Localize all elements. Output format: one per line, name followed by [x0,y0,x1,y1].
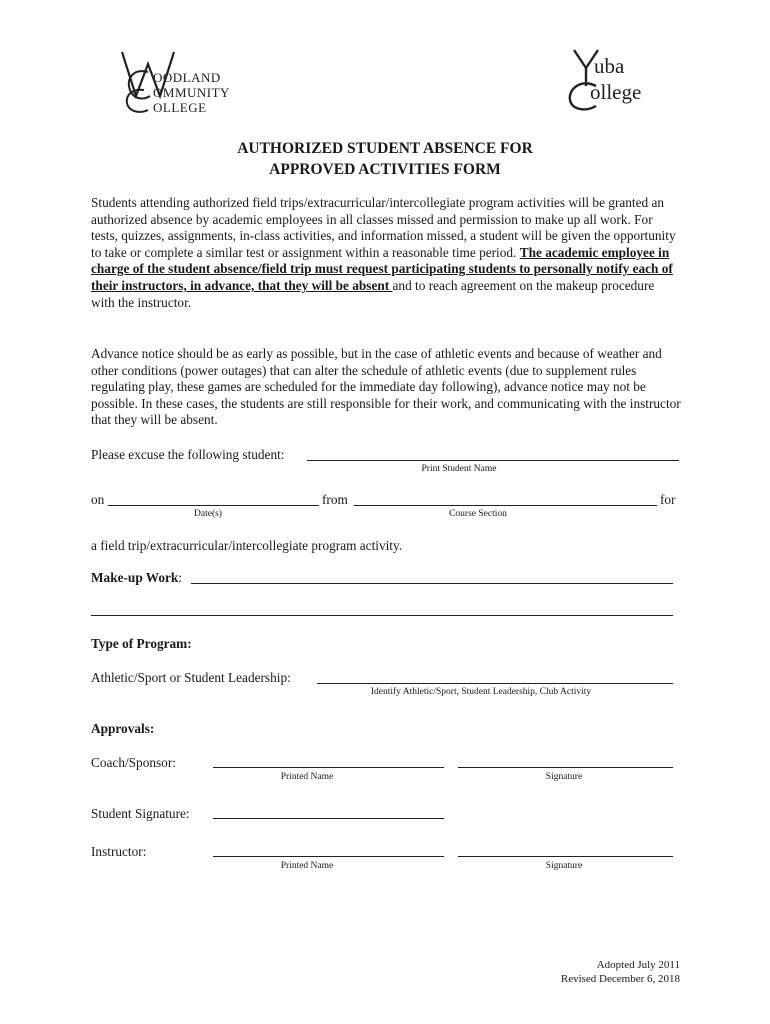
instructor-printed-name-caption: Printed Name [280,861,334,871]
wcc-line-3: OLLEGE [153,100,207,115]
athletic-label: Athletic/Sport or Student Leadership: [91,670,291,685]
revised-date: Revised December 6, 2018 [560,973,680,985]
course-section-field[interactable] [354,505,657,506]
coach-signature-caption: Signature [545,772,583,782]
from-label: from [322,492,348,507]
makeup-label-text: Make-up Work [91,570,179,585]
course-section-caption: Course Section [449,509,507,519]
yuba-college-logo [566,46,666,114]
dates-caption: Date(s) [194,509,222,519]
advance-notice-paragraph: Advance notice should be as early as possible, but in the case of athletic events and because of weather and other conditions (power outages) that can alter the schedule of athletic events (due to supplement rules regulating play, these games are scheduled for the immediate day following), advance notice may not be possible. In these cases, the students are still responsible for their work, and communicating with the instructor that they will be absent. [91,346,681,428]
student-name-caption: Print Student Name [421,464,497,474]
policy-text-intro: Students attending authorized field trips/extracurricular/intercollegiate program activities will be granted an authorized absence by academic employees in all classes missed and permission to make up all work. For tests, quizzes, assignments, in-class activities, and information missed, a student will be given the opportunity to take or complete a similar test or assignment within a reasonable time period. [91,195,676,260]
policy-text-end: and to reach agreement on the makeup procedure with the instructor. [91,277,655,310]
yuba-line-1: uba [594,54,625,78]
yuba-line-2: ollege [590,80,642,104]
student-name-field[interactable] [307,460,679,461]
makeup-label [91,570,182,586]
for-label: for [660,492,676,507]
instructor-signature-caption: Signature [545,861,583,871]
athletic-caption: Identify Athletic/Sport, Student Leadership, Club Activity [370,687,592,697]
form-title [0,138,770,180]
policy-text-emphasis: The academic employee in charge of the student absence/field trip must request participating students to personally notify each of their instructors, in advance, that they will be absent [91,244,673,293]
approvals-heading: Approvals: [91,721,155,736]
student-signature-field[interactable] [213,818,444,819]
student-signature-label: Student Signature: [91,806,190,821]
title-line-2: APPROVED ACTIVITIES FORM [269,161,501,178]
excuse-label: Please excuse the following student: [91,447,285,462]
coach-printed-name-caption: Printed Name [280,772,334,782]
coach-printed-name-field[interactable] [213,767,444,768]
instructor-signature-field[interactable] [458,856,673,857]
wcc-line-2: OMMUNITY [153,85,230,100]
policy-paragraph [91,195,681,311]
instructor-printed-name-field[interactable] [213,856,444,857]
coach-signature-field[interactable] [458,767,673,768]
dates-field[interactable] [108,505,319,506]
activity-text: a field trip/extracurricular/intercollegiate program activity. [91,538,403,553]
title-line-1: AUTHORIZED STUDENT ABSENCE FOR [237,140,533,157]
adopted-date: Adopted July 2011 [596,959,680,971]
type-of-program-heading: Type of Program: [91,636,192,651]
coach-label: Coach/Sponsor: [91,755,176,770]
on-label: on [91,492,105,507]
wcc-line-1: OODLAND [153,70,221,85]
makeup-colon: : [178,570,183,585]
instructor-label: Instructor: [91,844,147,859]
athletic-field[interactable] [317,683,673,684]
footer-dates [561,958,680,986]
makeup-work-field[interactable] [191,583,673,584]
woodland-community-college-logo [118,50,238,115]
makeup-work-field-line-2[interactable] [91,615,673,616]
